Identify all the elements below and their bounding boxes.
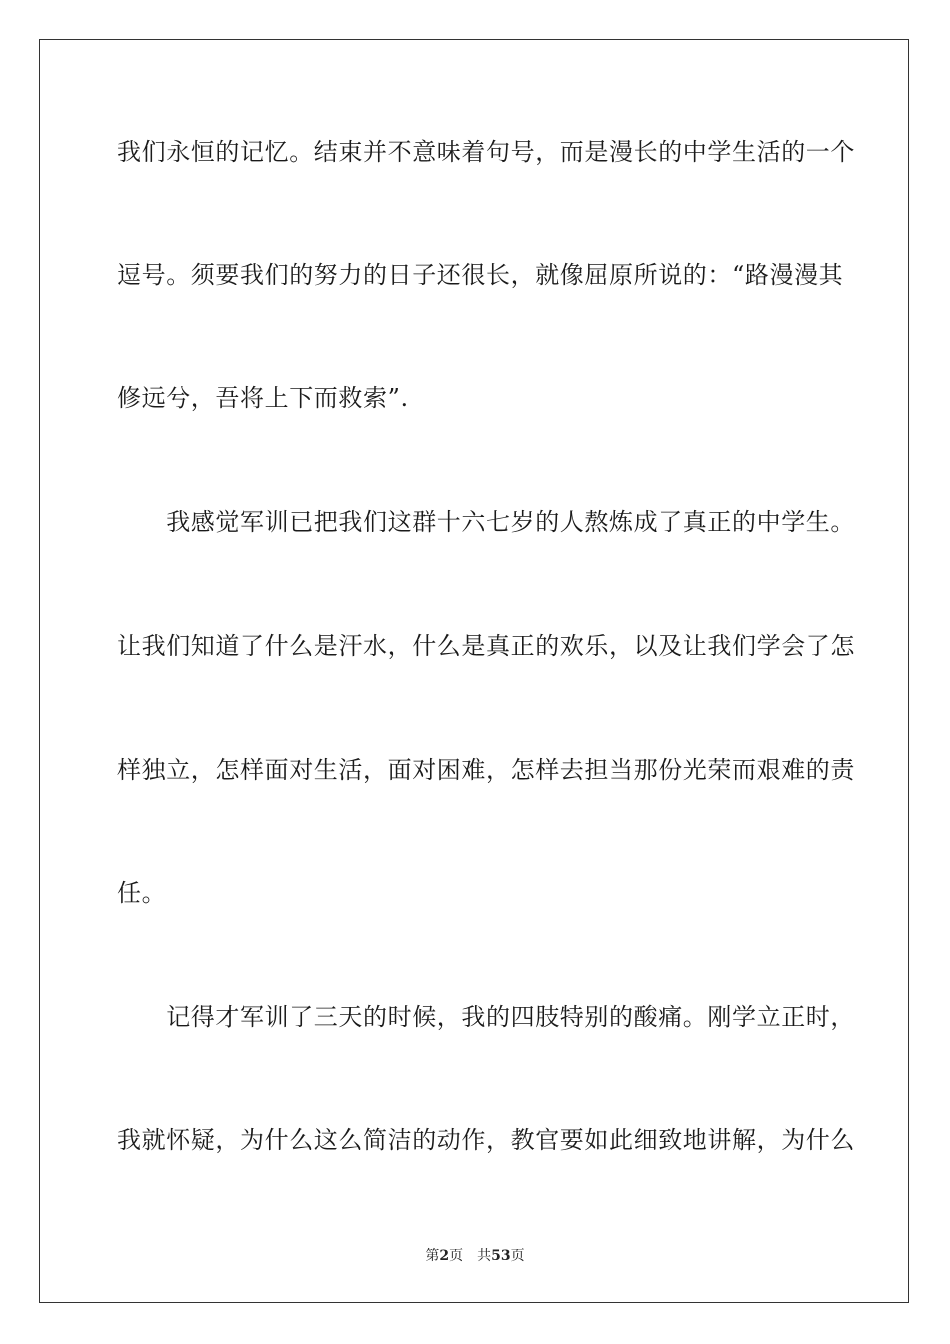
page-footer xyxy=(0,1247,950,1265)
page-number: 2 xyxy=(439,1248,450,1264)
text-line-3: 修远兮，吾将上下而救索”. xyxy=(117,384,409,412)
total-pages: 53 xyxy=(491,1248,511,1264)
text-line-4: 我感觉军训已把我们这群十六七岁的人熬炼成了真正的中学生。 xyxy=(117,508,855,536)
text-line-5: 让我们知道了什么是汗水，什么是真正的欢乐，以及让我们学会了怎 xyxy=(117,632,855,660)
text-line-7: 任。 xyxy=(117,879,167,907)
total-suffix: 页 xyxy=(510,1248,525,1264)
page-suffix: 页 xyxy=(449,1248,464,1264)
page-prefix: 第 xyxy=(425,1248,440,1264)
text-line-8: 记得才军训了三天的时候，我的四肢特别的酸痛。刚学立正时， xyxy=(117,1003,855,1031)
text-line-6: 样独立，怎样面对生活，面对困难，怎样去担当那份光荣而艰难的责 xyxy=(117,756,855,784)
text-line-9: 我就怀疑，为什么这么简洁的动作，教官要如此细致地讲解，为什么 xyxy=(117,1126,855,1154)
total-prefix: 共 xyxy=(477,1248,492,1264)
text-line-2: 逗号。须要我们的努力的日子还很长，就像屈原所说的：“路漫漫其 xyxy=(117,261,844,289)
text-line-1: 我们永恒的记忆。结束并不意味着句号，而是漫长的中学生活的一个 xyxy=(117,138,855,166)
page-border xyxy=(39,39,909,1303)
